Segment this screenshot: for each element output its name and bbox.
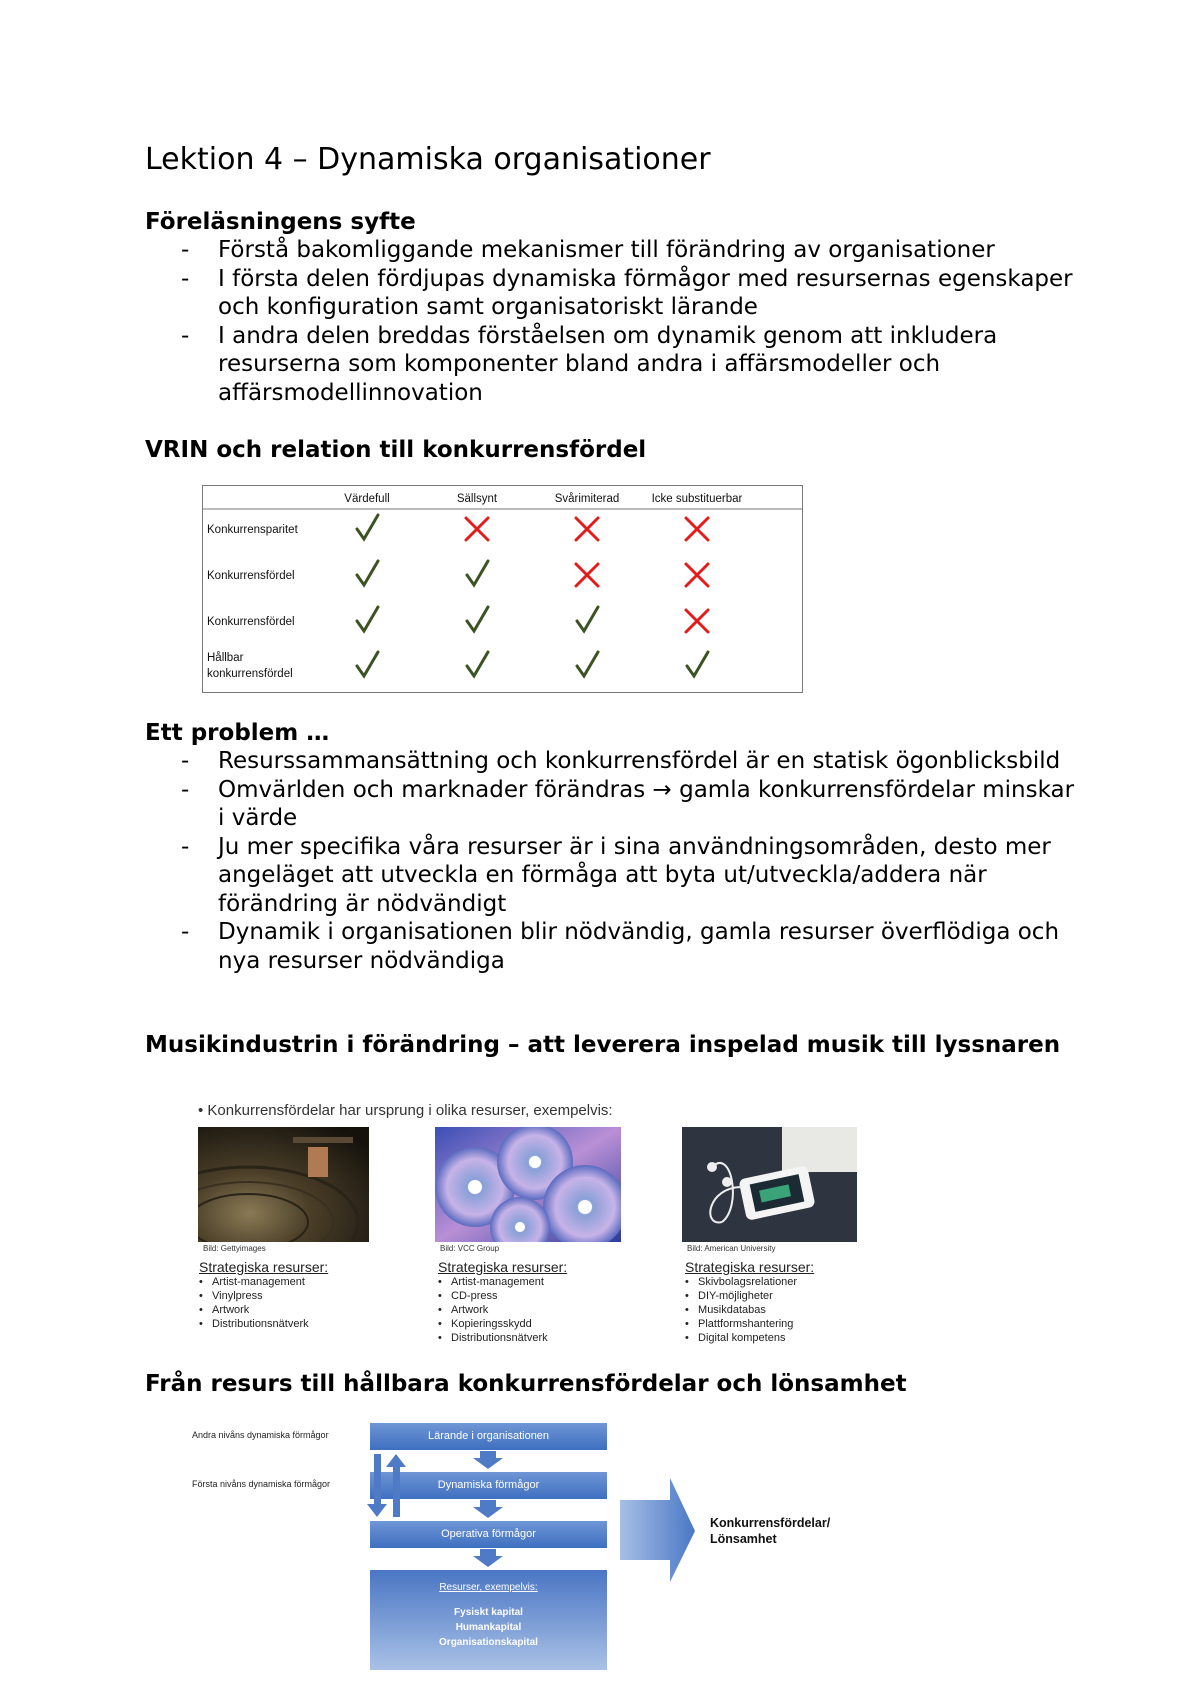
list-item: • Distributionsnätverk: [438, 1332, 548, 1344]
table-row-label: Konkurrensfördel: [207, 616, 295, 628]
list-item: - Omvärlden och marknader förändras → gamla konkurrensfördelar minskar i värde: [145, 776, 1075, 833]
box-learning-label: Lärande i organisationen: [427, 1430, 550, 1442]
list-item: • Artist-management: [438, 1276, 544, 1288]
list-item-text: Skivbolagsrelationer: [698, 1276, 798, 1288]
table-row-label: Konkurrensfördel: [207, 570, 295, 582]
list-item-text: Distributionsnätverk: [451, 1332, 548, 1344]
resource-list-cd: [438, 1260, 567, 1345]
list-item-text: Musikdatabas: [698, 1304, 766, 1316]
photo-credit: Bild: VCC Group: [440, 1244, 500, 1253]
list-item: • DIY-möjligheter: [685, 1290, 773, 1302]
section-heading-resource-to-advantage: Från resurs till hållbara konkurrensfördelar och lönsamhet: [145, 1371, 907, 1397]
resource-item: Humankapital: [455, 1622, 522, 1633]
resource-list-title: Strategiska resurser:: [685, 1259, 815, 1275]
box-operative-label: Operativa förmågor: [441, 1528, 536, 1540]
diagram-label-second-level: Andra nivåns dynamiska förmågor: [192, 1430, 329, 1440]
resources-box-content: [370, 1580, 607, 1650]
list-item-text: Artwork: [212, 1304, 250, 1316]
table-row-label: konkurrensfördel: [207, 668, 293, 680]
resource-list-vinyl: [199, 1260, 328, 1331]
turntable-photo: [198, 1127, 369, 1242]
list-item-text: Artist-management: [451, 1276, 544, 1288]
list-item: • CD-press: [438, 1290, 498, 1302]
list-item: - I första delen fördjupas dynamiska förmågor med resursernas egenskaper och konfiguration samt organisatoriskt lärande: [145, 265, 1075, 322]
resources-box-title: Resurser, exempelvis:: [439, 1582, 538, 1593]
list-item: - I andra delen breddas förståelsen om dynamik genom att inkludera resurserna som komponenter bland andra i affärsmodeller och affärsmodellinnovation: [145, 322, 1075, 408]
list-item: - Resurssammansättning och konkurrensfördel är en statisk ögonblicksbild: [145, 747, 1075, 776]
list-item-text: DIY-möjligheter: [698, 1290, 773, 1302]
resource-list-title: Strategiska resurser:: [438, 1259, 568, 1275]
phone-photo: [682, 1127, 857, 1242]
music-resources-figure: [195, 1102, 895, 1342]
list-item: - Dynamik i organisationen blir nödvändig, gamla resurser överflödiga och nya resurser nödvändiga: [145, 918, 1075, 975]
resource-list-title: Strategiska resurser:: [199, 1259, 329, 1275]
list-item: • Distributionsnätverk: [199, 1318, 309, 1330]
list-item-text: Plattformshantering: [698, 1318, 794, 1330]
list-item: • Skivbolagsrelationer: [685, 1276, 798, 1288]
list-item: - Ju mer specifika våra resurser är i sina användningsområden, desto mer angeläget att utveckla en förmåga att byta ut/utveckla/addera när förändring är nödvändigt: [145, 833, 1075, 919]
list-item-text: Digital kompetens: [698, 1332, 786, 1344]
list-item-text: CD-press: [451, 1290, 498, 1302]
photo-credit: Bild: Gettyimages: [203, 1244, 266, 1253]
figure-intro: • Konkurrensfördelar har ursprung i olika resurser, exempelvis:: [198, 1102, 613, 1119]
section-heading-music: Musikindustrin i förändring – att leverera inspelad musik till lyssnaren: [145, 1032, 1061, 1058]
problem-list: [145, 747, 1075, 975]
list-item: - Förstå bakomliggande mekanismer till förändring av organisationer: [145, 236, 1075, 265]
section-heading-vrin: VRIN och relation till konkurrensfördel: [145, 437, 647, 463]
list-item-text: Artwork: [451, 1304, 489, 1316]
resource-item: Organisationskapital: [439, 1637, 538, 1648]
capabilities-diagram: [190, 1420, 880, 1680]
list-item-text: Kopieringsskydd: [451, 1318, 532, 1330]
table-column-header: Svårimiterad: [554, 493, 620, 505]
resource-item: Fysiskt kapital: [454, 1607, 523, 1618]
table-column-header: Sällsynt: [456, 493, 498, 505]
table-row-label: Hållbar: [207, 652, 244, 664]
vrin-table: [202, 485, 803, 693]
list-item: • Plattformshantering: [685, 1318, 794, 1330]
resource-list-digital: [685, 1260, 814, 1345]
list-item: • Vinylpress: [199, 1290, 263, 1302]
list-item: • Digital kompetens: [685, 1332, 786, 1344]
table-row-label: Konkurrensparitet: [207, 524, 298, 536]
list-item: • Musikdatabas: [685, 1304, 766, 1316]
outcome-line: Lönsamhet: [710, 1532, 777, 1546]
list-item-text: Distributionsnätverk: [212, 1318, 309, 1330]
cd-photo: [435, 1127, 621, 1242]
diagram-label-first-level: Första nivåns dynamiska förmågor: [192, 1479, 331, 1489]
list-item-text: Artist-management: [212, 1276, 305, 1288]
purpose-list: [145, 236, 1075, 407]
vrin-table-graphic: [202, 485, 803, 693]
section-heading-problem: Ett problem …: [145, 720, 330, 746]
photo-credit: Bild: American University: [687, 1244, 776, 1253]
page-title: Lektion 4 – Dynamiska organisationer: [145, 142, 711, 177]
table-column-header: Icke substituerbar: [651, 493, 743, 505]
section-heading-purpose: Föreläsningens syfte: [145, 209, 416, 235]
list-item: • Artwork: [438, 1304, 489, 1316]
list-item: • Artist-management: [199, 1276, 305, 1288]
list-item: • Artwork: [199, 1304, 250, 1316]
list-item: • Kopieringsskydd: [438, 1318, 532, 1330]
table-column-header: Värdefull: [344, 493, 390, 505]
box-dynamic-label: Dynamiska förmågor: [437, 1479, 540, 1491]
outcome-line: Konkurrensfördelar/: [710, 1516, 831, 1530]
right-arrow-icon: [620, 1478, 695, 1582]
outcome-label: [710, 1515, 830, 1547]
list-item-text: Vinylpress: [212, 1290, 263, 1302]
